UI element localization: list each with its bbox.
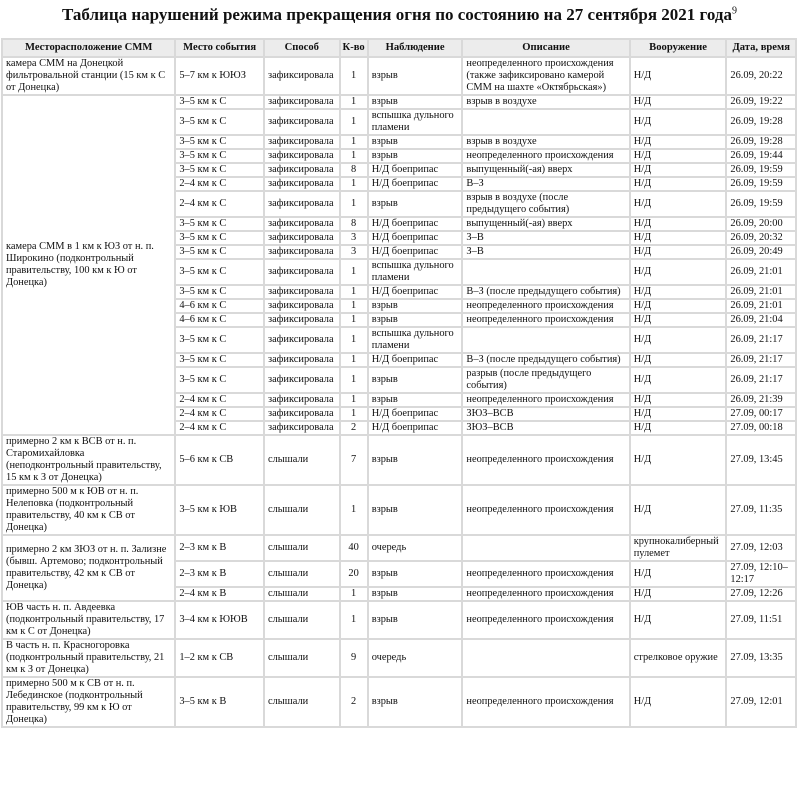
cell-place: 2–4 км к С: [176, 394, 263, 406]
cell-method: зафиксировала: [265, 354, 339, 366]
cell-count: 8: [341, 164, 367, 176]
cell-count: 1: [341, 394, 367, 406]
cell-count: 1: [341, 328, 367, 352]
cell-observation: Н/Д боеприпас: [369, 286, 462, 298]
cell-count: 1: [341, 314, 367, 326]
cell-method: слышали: [265, 536, 339, 560]
cell-place: 3–4 км к ЮЮВ: [176, 602, 263, 638]
cell-place: 3–5 км к С: [176, 354, 263, 366]
cell-method: слышали: [265, 602, 339, 638]
cell-weapon: Н/Д: [631, 300, 726, 312]
cell-description: взрыв в воздухе: [463, 96, 628, 108]
cell-method: слышали: [265, 588, 339, 600]
cell-description: выпущенный(-ая) вверх: [463, 218, 628, 230]
cell-method: зафиксировала: [265, 164, 339, 176]
cell-place: 3–5 км к С: [176, 328, 263, 352]
cell-datetime: 27.09, 13:35: [727, 640, 795, 676]
table-row: [3, 640, 795, 676]
cell-place: 3–5 км к С: [176, 164, 263, 176]
cell-datetime: 26.09, 19:59: [727, 192, 795, 216]
cell-observation: взрыв: [369, 436, 462, 484]
cell-weapon: стрелковое оружие: [631, 640, 726, 676]
header-place: Место события: [176, 40, 263, 56]
cell-datetime: 26.09, 19:22: [727, 96, 795, 108]
cell-observation: взрыв: [369, 562, 462, 586]
cell-description: неопределенного происхождения: [463, 300, 628, 312]
cell-place: 2–4 км к С: [176, 408, 263, 420]
table-row: [3, 96, 795, 108]
header-count: К-во: [341, 40, 367, 56]
cell-place: 3–5 км к С: [176, 246, 263, 258]
cell-place: 3–5 км к С: [176, 286, 263, 298]
cell-count: 1: [341, 354, 367, 366]
cell-datetime: 26.09, 21:17: [727, 368, 795, 392]
cell-observation: взрыв: [369, 96, 462, 108]
cell-description: З–В: [463, 232, 628, 244]
cell-weapon: Н/Д: [631, 96, 726, 108]
cell-weapon: Н/Д: [631, 136, 726, 148]
cell-weapon: Н/Д: [631, 286, 726, 298]
cell-count: 3: [341, 246, 367, 258]
cell-method: зафиксировала: [265, 328, 339, 352]
cell-observation: Н/Д боеприпас: [369, 354, 462, 366]
cell-method: зафиксировала: [265, 246, 339, 258]
cell-description: неопределенного происхождения: [463, 150, 628, 162]
cell-count: 1: [341, 486, 367, 534]
cell-datetime: 26.09, 19:59: [727, 178, 795, 190]
cell-place: 1–2 км к СВ: [176, 640, 263, 676]
cell-method: слышали: [265, 640, 339, 676]
cell-description: [463, 260, 628, 284]
page-title: [0, 0, 799, 35]
cell-observation: взрыв: [369, 314, 462, 326]
cell-place: 3–5 км к С: [176, 218, 263, 230]
cell-method: слышали: [265, 436, 339, 484]
cell-weapon: Н/Д: [631, 164, 726, 176]
cell-place: 3–5 км к С: [176, 232, 263, 244]
cell-location: камера СММ в 1 км к ЮЗ от н. п. Широкино (подконтрольный правительству, 100 км к Ю от Донецка): [3, 96, 174, 434]
cell-method: слышали: [265, 486, 339, 534]
cell-observation: взрыв: [369, 602, 462, 638]
cell-datetime: 27.09, 00:18: [727, 422, 795, 434]
cell-weapon: Н/Д: [631, 260, 726, 284]
cell-place: 4–6 км к С: [176, 314, 263, 326]
cell-datetime: 27.09, 12:10–12:17: [727, 562, 795, 586]
cell-description: В–З (после предыдущего события): [463, 354, 628, 366]
cell-place: 2–4 км к С: [176, 178, 263, 190]
cell-count: 8: [341, 218, 367, 230]
cell-observation: Н/Д боеприпас: [369, 232, 462, 244]
cell-method: зафиксировала: [265, 260, 339, 284]
cell-datetime: 26.09, 19:28: [727, 136, 795, 148]
cell-count: 3: [341, 232, 367, 244]
cell-description: выпущенный(-ая) вверх: [463, 164, 628, 176]
cell-weapon: Н/Д: [631, 218, 726, 230]
cell-place: 2–4 км к В: [176, 588, 263, 600]
cell-weapon: Н/Д: [631, 422, 726, 434]
header-location: Месторасположение СММ: [3, 40, 174, 56]
cell-description: В–З (после предыдущего события): [463, 286, 628, 298]
cell-method: зафиксировала: [265, 394, 339, 406]
cell-method: зафиксировала: [265, 178, 339, 190]
cell-count: 1: [341, 150, 367, 162]
cell-method: зафиксировала: [265, 192, 339, 216]
ceasefire-violations-table: [1, 38, 797, 728]
cell-observation: взрыв: [369, 394, 462, 406]
cell-location: примерно 500 м к СВ от н. п. Лебединское (подконтрольный правительству, 99 км к Ю от Донецка): [3, 678, 174, 726]
cell-observation: взрыв: [369, 368, 462, 392]
cell-description: ЗЮЗ–ВСВ: [463, 408, 628, 420]
cell-datetime: 27.09, 13:45: [727, 436, 795, 484]
cell-weapon: Н/Д: [631, 150, 726, 162]
cell-method: слышали: [265, 562, 339, 586]
cell-description: неопределенного происхождения: [463, 394, 628, 406]
cell-weapon: крупнокалиберный пулемет: [631, 536, 726, 560]
cell-datetime: 26.09, 21:04: [727, 314, 795, 326]
cell-description: [463, 640, 628, 676]
cell-count: 1: [341, 588, 367, 600]
cell-place: 5–7 км к ЮЮЗ: [176, 58, 263, 94]
cell-observation: Н/Д боеприпас: [369, 422, 462, 434]
cell-observation: взрыв: [369, 300, 462, 312]
cell-count: 1: [341, 178, 367, 190]
cell-method: зафиксировала: [265, 422, 339, 434]
cell-weapon: Н/Д: [631, 314, 726, 326]
cell-datetime: 27.09, 11:51: [727, 602, 795, 638]
title-text: Таблица нарушений режима прекращения огня по состоянию на 27 сентября 2021 года: [62, 5, 732, 24]
cell-count: 9: [341, 640, 367, 676]
cell-datetime: 27.09, 11:35: [727, 486, 795, 534]
cell-weapon: Н/Д: [631, 110, 726, 134]
cell-method: зафиксировала: [265, 286, 339, 298]
cell-description: неопределенного происхождения: [463, 436, 628, 484]
cell-datetime: 26.09, 20:49: [727, 246, 795, 258]
cell-method: зафиксировала: [265, 314, 339, 326]
table-row: [3, 602, 795, 638]
cell-description: неопределенного происхождения: [463, 588, 628, 600]
cell-weapon: Н/Д: [631, 192, 726, 216]
cell-observation: Н/Д боеприпас: [369, 408, 462, 420]
cell-description: [463, 110, 628, 134]
cell-description: неопределенного происхождения: [463, 678, 628, 726]
cell-weapon: Н/Д: [631, 354, 726, 366]
cell-location: примерно 2 км к ВСВ от н. п. Старомихайловка (неподконтрольный правительству, 15 км к З от Донецка): [3, 436, 174, 484]
cell-datetime: 27.09, 12:01: [727, 678, 795, 726]
cell-weapon: Н/Д: [631, 368, 726, 392]
cell-count: 7: [341, 436, 367, 484]
cell-weapon: Н/Д: [631, 178, 726, 190]
header-observation: Наблюдение: [369, 40, 462, 56]
cell-description: разрыв (после предыдущего события): [463, 368, 628, 392]
cell-weapon: Н/Д: [631, 232, 726, 244]
cell-count: 40: [341, 536, 367, 560]
cell-datetime: 26.09, 21:17: [727, 354, 795, 366]
cell-weapon: Н/Д: [631, 436, 726, 484]
cell-method: зафиксировала: [265, 150, 339, 162]
cell-datetime: 26.09, 21:39: [727, 394, 795, 406]
cell-observation: взрыв: [369, 588, 462, 600]
cell-count: 2: [341, 422, 367, 434]
cell-description: неопределенного происхождения (также зафиксировано камерой СММ на шахте «Октябрьская»): [463, 58, 628, 94]
cell-weapon: Н/Д: [631, 562, 726, 586]
table-row: [3, 536, 795, 560]
cell-observation: вспышка дульного пламени: [369, 110, 462, 134]
cell-description: взрыв в воздухе: [463, 136, 628, 148]
cell-weapon: Н/Д: [631, 58, 726, 94]
cell-weapon: Н/Д: [631, 588, 726, 600]
cell-datetime: 26.09, 21:01: [727, 286, 795, 298]
cell-method: зафиксировала: [265, 408, 339, 420]
cell-place: 2–4 км к С: [176, 422, 263, 434]
cell-observation: взрыв: [369, 192, 462, 216]
cell-count: 1: [341, 58, 367, 94]
cell-place: 3–5 км к С: [176, 260, 263, 284]
cell-description: неопределенного происхождения: [463, 602, 628, 638]
cell-datetime: 27.09, 12:26: [727, 588, 795, 600]
cell-observation: Н/Д боеприпас: [369, 178, 462, 190]
cell-count: 1: [341, 192, 367, 216]
cell-place: 3–5 км к В: [176, 678, 263, 726]
cell-method: зафиксировала: [265, 232, 339, 244]
table-row: [3, 58, 795, 94]
cell-observation: очередь: [369, 640, 462, 676]
cell-datetime: 26.09, 20:00: [727, 218, 795, 230]
title-footnote: 9: [731, 5, 737, 17]
cell-place: 4–6 км к С: [176, 300, 263, 312]
cell-place: 5–6 км к СВ: [176, 436, 263, 484]
cell-count: 1: [341, 260, 367, 284]
cell-method: зафиксировала: [265, 58, 339, 94]
cell-datetime: 26.09, 20:22: [727, 58, 795, 94]
cell-method: зафиксировала: [265, 218, 339, 230]
header-method: Способ: [265, 40, 339, 56]
cell-observation: взрыв: [369, 486, 462, 534]
cell-description: В–З: [463, 178, 628, 190]
cell-count: 20: [341, 562, 367, 586]
cell-count: 1: [341, 300, 367, 312]
table-row: [3, 678, 795, 726]
cell-datetime: 27.09, 00:17: [727, 408, 795, 420]
cell-observation: вспышка дульного пламени: [369, 260, 462, 284]
cell-observation: взрыв: [369, 58, 462, 94]
cell-location: примерно 500 м к ЮВ от н. п. Нелеповка (подконтрольный правительству, 40 км к СВ от Донецка): [3, 486, 174, 534]
cell-weapon: Н/Д: [631, 678, 726, 726]
cell-observation: взрыв: [369, 136, 462, 148]
cell-datetime: 26.09, 19:59: [727, 164, 795, 176]
cell-count: 1: [341, 96, 367, 108]
cell-count: 2: [341, 678, 367, 726]
cell-method: зафиксировала: [265, 368, 339, 392]
cell-weapon: Н/Д: [631, 394, 726, 406]
cell-place: 3–5 км к С: [176, 136, 263, 148]
cell-method: зафиксировала: [265, 110, 339, 134]
table-row: [3, 486, 795, 534]
cell-datetime: 26.09, 19:44: [727, 150, 795, 162]
table-body: [3, 58, 795, 726]
cell-weapon: Н/Д: [631, 602, 726, 638]
cell-location: камера СММ на Донецкой фильтровальной станции (15 км к С от Донецка): [3, 58, 174, 94]
cell-place: 3–5 км к С: [176, 110, 263, 134]
cell-datetime: 27.09, 12:03: [727, 536, 795, 560]
cell-place: 3–5 км к ЮВ: [176, 486, 263, 534]
cell-description: [463, 328, 628, 352]
cell-datetime: 26.09, 21:01: [727, 300, 795, 312]
cell-method: зафиксировала: [265, 300, 339, 312]
cell-observation: Н/Д боеприпас: [369, 218, 462, 230]
cell-datetime: 26.09, 21:01: [727, 260, 795, 284]
cell-place: 2–4 км к С: [176, 192, 263, 216]
table-row: [3, 436, 795, 484]
header-description: Описание: [463, 40, 628, 56]
cell-method: зафиксировала: [265, 136, 339, 148]
cell-datetime: 26.09, 19:28: [727, 110, 795, 134]
cell-place: 3–5 км к С: [176, 368, 263, 392]
cell-method: зафиксировала: [265, 96, 339, 108]
cell-description: неопределенного происхождения: [463, 486, 628, 534]
cell-description: неопределенного происхождения: [463, 562, 628, 586]
cell-weapon: Н/Д: [631, 328, 726, 352]
cell-weapon: Н/Д: [631, 408, 726, 420]
cell-count: 1: [341, 408, 367, 420]
cell-place: 2–3 км к В: [176, 562, 263, 586]
cell-place: 2–3 км к В: [176, 536, 263, 560]
cell-observation: взрыв: [369, 150, 462, 162]
cell-count: 1: [341, 136, 367, 148]
cell-place: 3–5 км к С: [176, 96, 263, 108]
cell-count: 1: [341, 286, 367, 298]
header-datetime: Дата, время: [727, 40, 795, 56]
cell-observation: Н/Д боеприпас: [369, 246, 462, 258]
cell-count: 1: [341, 110, 367, 134]
cell-description: взрыв в воздухе (после предыдущего события): [463, 192, 628, 216]
cell-count: 1: [341, 602, 367, 638]
cell-description: ЗЮЗ–ВСВ: [463, 422, 628, 434]
cell-description: З–В: [463, 246, 628, 258]
cell-description: [463, 536, 628, 560]
cell-observation: очередь: [369, 536, 462, 560]
cell-observation: вспышка дульного пламени: [369, 328, 462, 352]
cell-location: ЮВ часть н. п. Авдеевка (подконтрольный правительству, 17 км к С от Донецка): [3, 602, 174, 638]
cell-place: 3–5 км к С: [176, 150, 263, 162]
cell-location: В часть н. п. Красногоровка (подконтрольный правительству, 21 км к З от Донецка): [3, 640, 174, 676]
cell-observation: Н/Д боеприпас: [369, 164, 462, 176]
header-weapon: Вооружение: [631, 40, 726, 56]
cell-weapon: Н/Д: [631, 486, 726, 534]
cell-datetime: 26.09, 21:17: [727, 328, 795, 352]
table-header-row: [3, 40, 795, 56]
cell-method: слышали: [265, 678, 339, 726]
cell-description: неопределенного происхождения: [463, 314, 628, 326]
cell-observation: взрыв: [369, 678, 462, 726]
cell-count: 1: [341, 368, 367, 392]
cell-weapon: Н/Д: [631, 246, 726, 258]
cell-location: примерно 2 км ЗЮЗ от н. п. Зализне (бывш. Артемово; подконтрольный правительству, 42 км к СВ от Донецка): [3, 536, 174, 600]
cell-datetime: 26.09, 20:32: [727, 232, 795, 244]
